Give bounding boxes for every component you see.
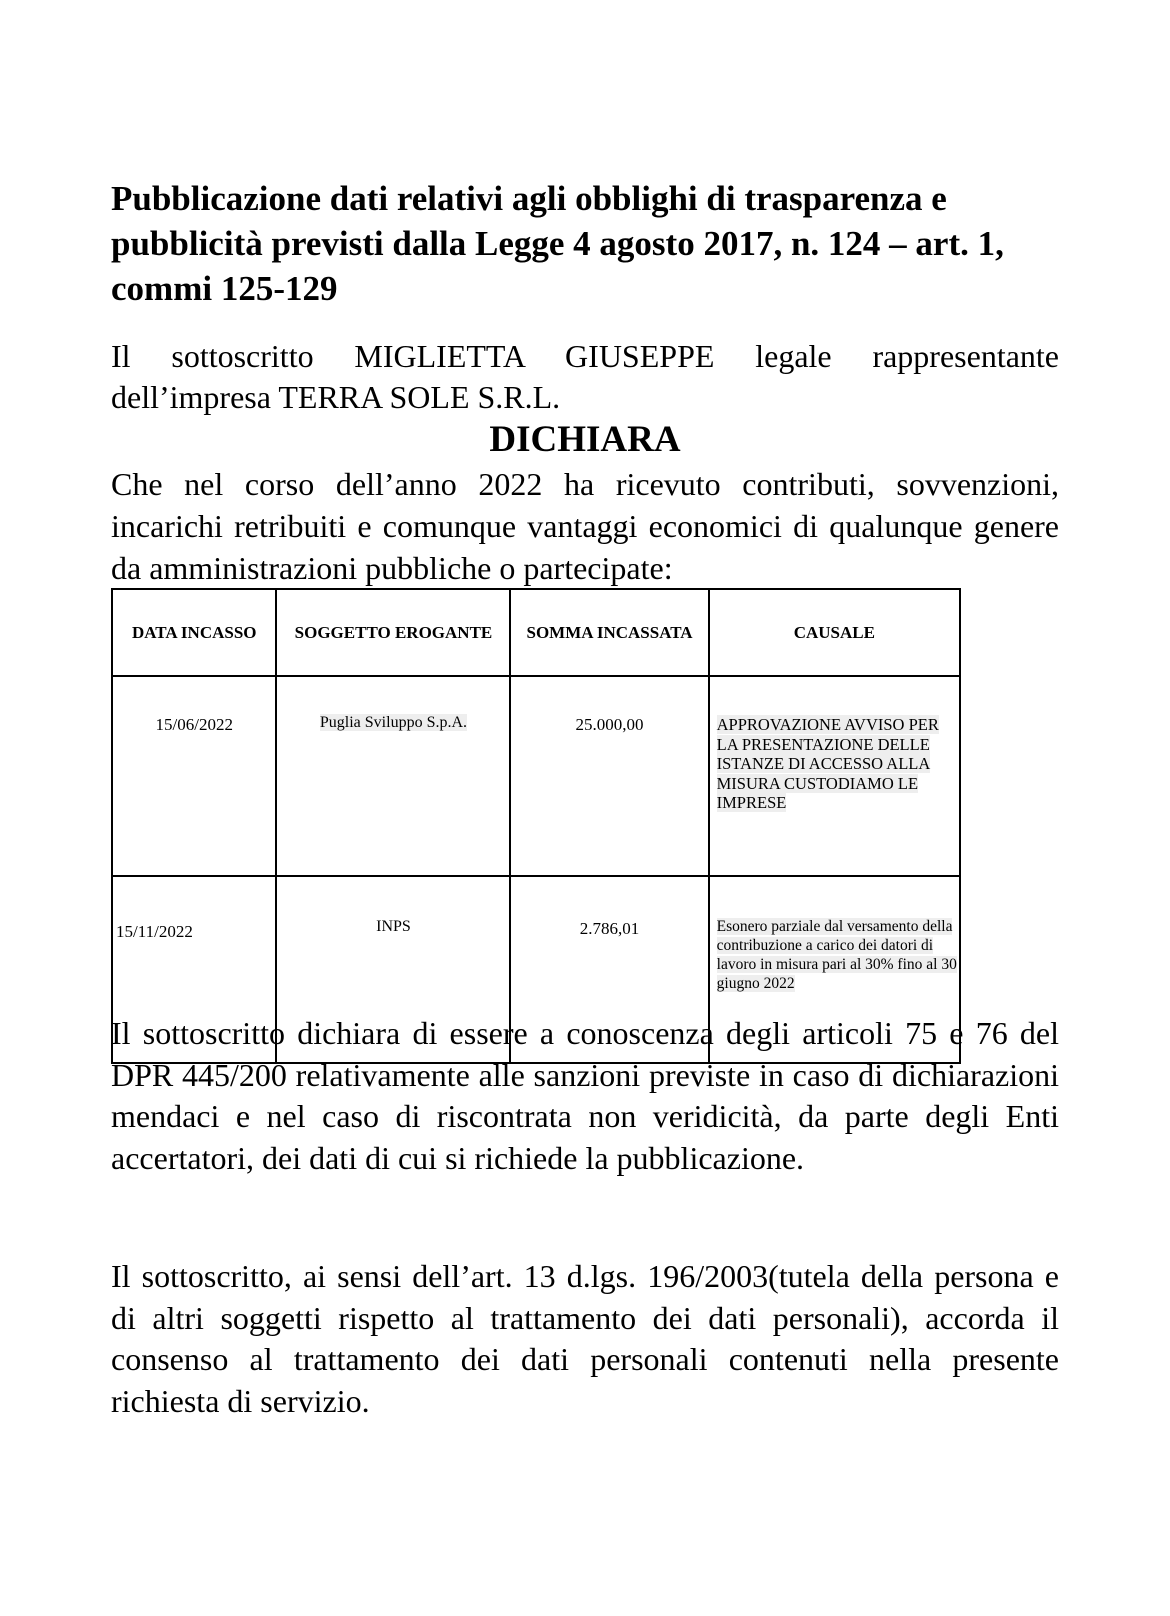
cell-somma-incassata: 25.000,00 [510, 676, 708, 876]
header-somma-incassata: SOMMA INCASSATA [510, 589, 708, 676]
preamble-paragraph: Che nel corso dell’anno 2022 ha ricevuto contributi, sovvenzioni, incarichi retribuiti e comunque vantaggi economici di qualunque genere da amministrazioni pubbliche o partecipate: [111, 466, 1059, 586]
declaration-paragraph-1: Il sottoscritto dichiara di essere a conoscenza degli articoli 75 e 76 del DPR 445/200 relativamente alle sanzioni previste in caso di dichiarazioni mendaci e nel caso di riscontrata non veridicità, da parte degli Enti accertatori, dei dati di cui si richiede la pubblicazione. [111, 1015, 1059, 1176]
cell-data-incasso: 15/06/2022 [112, 676, 276, 876]
cell-soggetto-text: Puglia Sviluppo S.p.A. [319, 714, 468, 731]
cell-causale-text: Esonero parziale dal versamento della contribuzione a carico dei datori di lavoro in misura pari al 30% fino al 30 giugno 2022 [716, 918, 957, 992]
cell-causale-text: APPROVAZIONE AVVISO PER LA PRESENTAZIONE DELLE ISTANZE DI ACCESSO ALLA MISURA CUSTODIAMO LE IMPRESE [716, 715, 939, 812]
cell-causale [709, 676, 960, 876]
table-header-row [112, 589, 960, 676]
header-data-incasso: DATA INCASSO [112, 589, 276, 676]
header-causale: CAUSALE [709, 589, 960, 676]
intro-line-1: Il sottoscritto MIGLIETTA GIUSEPPE legale rappresentante [111, 338, 1059, 374]
cell-soggetto-erogante [276, 676, 510, 876]
cell-somma-incassata: 2.786,01 [510, 876, 708, 1063]
declaration-paragraph-2: Il sottoscritto, ai sensi dell’art. 13 d.lgs. 196/2003(tutela della persona e di altri soggetti rispetto al trattamento dei dati personali), accorda il consenso al trattamento dei dati personali contenuti nella presente richiesta di servizio. [111, 1258, 1059, 1419]
cell-soggetto-erogante: INPS [276, 876, 510, 1063]
dichiara-heading: DICHIARA [489, 419, 681, 460]
intro-paragraph [111, 336, 1059, 418]
header-soggetto-erogante: SOGGETTO EROGANTE [276, 589, 510, 676]
intro-line-2: dell’impresa TERRA SOLE S.R.L. [111, 379, 561, 415]
table-row [112, 676, 960, 876]
document-title: Pubblicazione dati relativi agli obblighi di trasparenza e pubblicità previsti dalla Legge 4 agosto 2017, n. 124 – art. 1, commi 125-129 [111, 179, 1004, 308]
grants-table [111, 588, 961, 1064]
cell-data-incasso: 15/11/2022 [112, 876, 276, 1063]
